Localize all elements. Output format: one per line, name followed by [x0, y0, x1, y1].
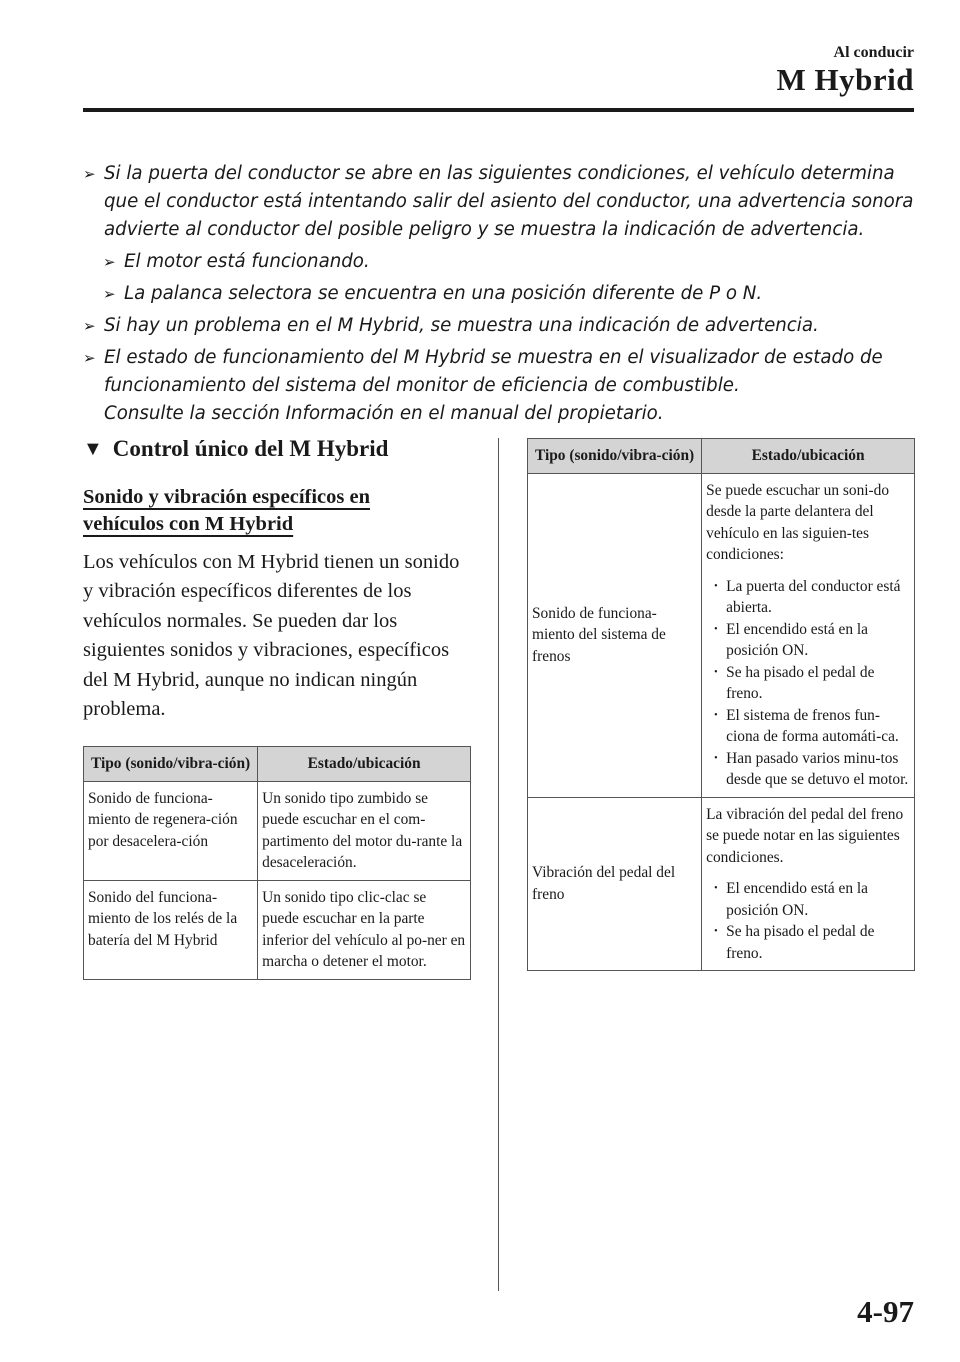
note-reference-text: Consulte la sección Información en el manual del propietario. [104, 403, 664, 424]
page-title: M Hybrid [776, 62, 914, 97]
state-intro: La vibración del pedal del freno se puede notar en las siguientes condiciones. [706, 805, 904, 866]
state-cell [702, 473, 915, 797]
table-row [528, 473, 915, 797]
header-divider [83, 108, 914, 112]
notes-list [83, 160, 914, 432]
arrow-bullet-icon: ➢ [83, 349, 96, 367]
type-cell: Sonido de funciona-miento de regenera-ción por desacelera-ción [84, 781, 258, 880]
table-header-row [84, 747, 471, 782]
body-paragraph: Los vehículos con M Hybrid tienen un sonido y vibración específicos diferentes de los vehículos normales. Se pueden dar los siguientes sonidos y vibraciones, específicos del M Hybrid, aunque no indican ningún problema. [83, 551, 460, 721]
arrow-bullet-icon: ➢ [83, 317, 96, 335]
section-heading [83, 436, 471, 462]
type-cell: Sonido de funciona-miento del sistema de frenos [528, 473, 702, 797]
list-item: • El encendido está en la posición ON. [706, 619, 910, 662]
note-subitem [103, 280, 914, 308]
page-number: 4-97 [857, 1294, 914, 1329]
table-row [84, 880, 471, 979]
column-header: Tipo (sonido/vibra-ción) [528, 439, 702, 474]
arrow-bullet-icon: ➢ [103, 253, 116, 271]
type-cell: Sonido del funciona-miento de los relés de la batería del M Hybrid [84, 880, 258, 979]
arrow-bullet-icon: ➢ [83, 165, 96, 183]
sub-heading [83, 484, 471, 538]
note-subitem [103, 248, 914, 276]
sound-table-left [83, 746, 471, 980]
column-header: Tipo (sonido/vibra-ción) [84, 747, 258, 782]
table-row [84, 781, 471, 880]
note-text: El estado de funcionamiento del M Hybrid se muestra en el visualizador de estado de funcionamiento del sistema del monitor de eficiencia de combustible. [104, 347, 883, 396]
list-item: • Se ha pisado el pedal de freno. [706, 662, 910, 705]
header-section-label: Al conducir [833, 44, 914, 61]
condition-list [706, 576, 910, 791]
arrow-bullet-icon: ➢ [103, 285, 116, 303]
note-item [83, 344, 914, 428]
list-item: • El sistema de frenos fun-ciona de forma automáti-ca. [706, 705, 910, 748]
list-item: • El encendido está en la posición ON. [706, 878, 910, 921]
note-text: La palanca selectora se encuentra en una posición diferente de P o N. [124, 283, 763, 304]
state-intro: Se puede escuchar un soni-do desde la parte delantera del vehículo en las siguien-tes condiciones: [706, 481, 890, 563]
state-cell [702, 797, 915, 971]
condition-list [706, 878, 910, 964]
state-cell: Un sonido tipo clic-clac se puede escuchar en la parte inferior del vehículo al po-ner en marcha o detener el motor. [258, 880, 471, 979]
list-item: • La puerta del conductor está abierta. [706, 576, 910, 619]
note-item [83, 160, 914, 244]
table-row [528, 797, 915, 971]
column-header: Estado/ubicación [702, 439, 915, 474]
note-text: Si hay un problema en el M Hybrid, se muestra una indicación de advertencia. [104, 315, 819, 336]
note-text: Si la puerta del conductor se abre en las siguientes condiciones, el vehículo determina que el conductor está intentando salir del asiento del conductor, una advertencia sonora advierte al conductor del posible peligro y se muestra la indicación de advertencia. [104, 163, 914, 240]
triangle-marker-icon: ▼ [83, 437, 103, 460]
right-column [527, 438, 915, 971]
list-item: • Se ha pisado el pedal de freno. [706, 921, 910, 964]
state-cell: Un sonido tipo zumbido se puede escuchar en el com-partimento del motor du-rante la desaceleración. [258, 781, 471, 880]
sub-heading-line: Sonido y vibración específicos en [83, 486, 371, 508]
table-header-row [528, 439, 915, 474]
column-header: Estado/ubicación [258, 747, 471, 782]
list-item: • Han pasado varios minu-tos desde que se detuvo el motor. [706, 748, 910, 791]
section-heading-text: Control único del M Hybrid [112, 436, 389, 461]
column-divider [498, 438, 499, 1291]
sub-heading-line: vehículos con M Hybrid [83, 513, 294, 535]
type-cell: Vibración del pedal del freno [528, 797, 702, 971]
sound-table-right [527, 438, 915, 971]
left-column [83, 436, 471, 980]
note-text: El motor está funcionando. [124, 251, 370, 272]
note-item [83, 312, 914, 340]
